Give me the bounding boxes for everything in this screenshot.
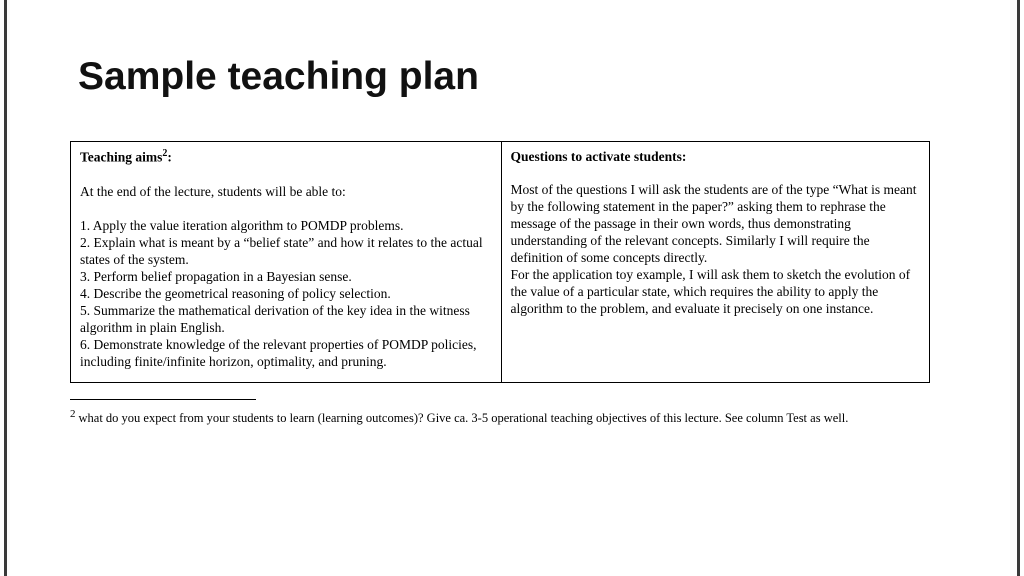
questions-heading: Questions to activate students: (510, 149, 687, 164)
questions-paragraph: Most of the questions I will ask the students are of the type “What is meant by the following statement in the paper?” asking them to rephrase the message of the passage in their own words, thus demonstrating understanding of the relevant concepts. Similarly I will require the definition of some concepts directly. (510, 182, 917, 265)
teaching-aims-heading-colon: : (167, 149, 172, 165)
aim-item: 1. Apply the value iteration algorithm to POMDP problems. (80, 217, 404, 233)
aim-item: 3. Perform belief propagation in a Bayesian sense. (80, 268, 352, 284)
aim-item: 6. Demonstrate knowledge of the relevant properties of POMDP policies, including finite/infinite horizon, optimality, and pruning. (80, 336, 477, 369)
questions-paragraph: For the application toy example, I will ask them to sketch the evolution of the value of a particular state, which requires the ability to apply the algorithm to the problem, and evaluate it precisely on one instance. (510, 267, 911, 316)
questions-cell (502, 142, 930, 382)
footnote (70, 407, 930, 426)
teaching-aims-intro: At the end of the lecture, students will be able to: (80, 183, 346, 199)
slide-title: Sample teaching plan (78, 55, 479, 98)
teaching-aims-footnote-ref: 2 (162, 148, 168, 159)
teaching-aims-cell (71, 142, 502, 382)
footnote-text: what do you expect from your students to learn (learning outcomes)? Give ca. 3-5 operational teaching objectives of this lecture. See column Test as well. (78, 411, 849, 426)
aim-item: 2. Explain what is meant by a “belief state” and how it relates to the actual states of the system. (80, 234, 483, 267)
teaching-aims-heading-text: Teaching aims (80, 149, 163, 165)
footnote-marker: 2 (70, 408, 76, 420)
aim-item: 4. Describe the geometrical reasoning of policy selection. (80, 285, 391, 301)
teaching-aims-list (80, 217, 492, 370)
footnote-divider (70, 399, 256, 400)
teaching-plan-table (70, 141, 930, 383)
aim-item: 5. Summarize the mathematical derivation of the key idea in the witness algorithm in plain English. (80, 302, 470, 335)
left-border-line (4, 0, 7, 576)
teaching-aims-heading (80, 148, 492, 166)
right-border-line (1017, 0, 1020, 576)
